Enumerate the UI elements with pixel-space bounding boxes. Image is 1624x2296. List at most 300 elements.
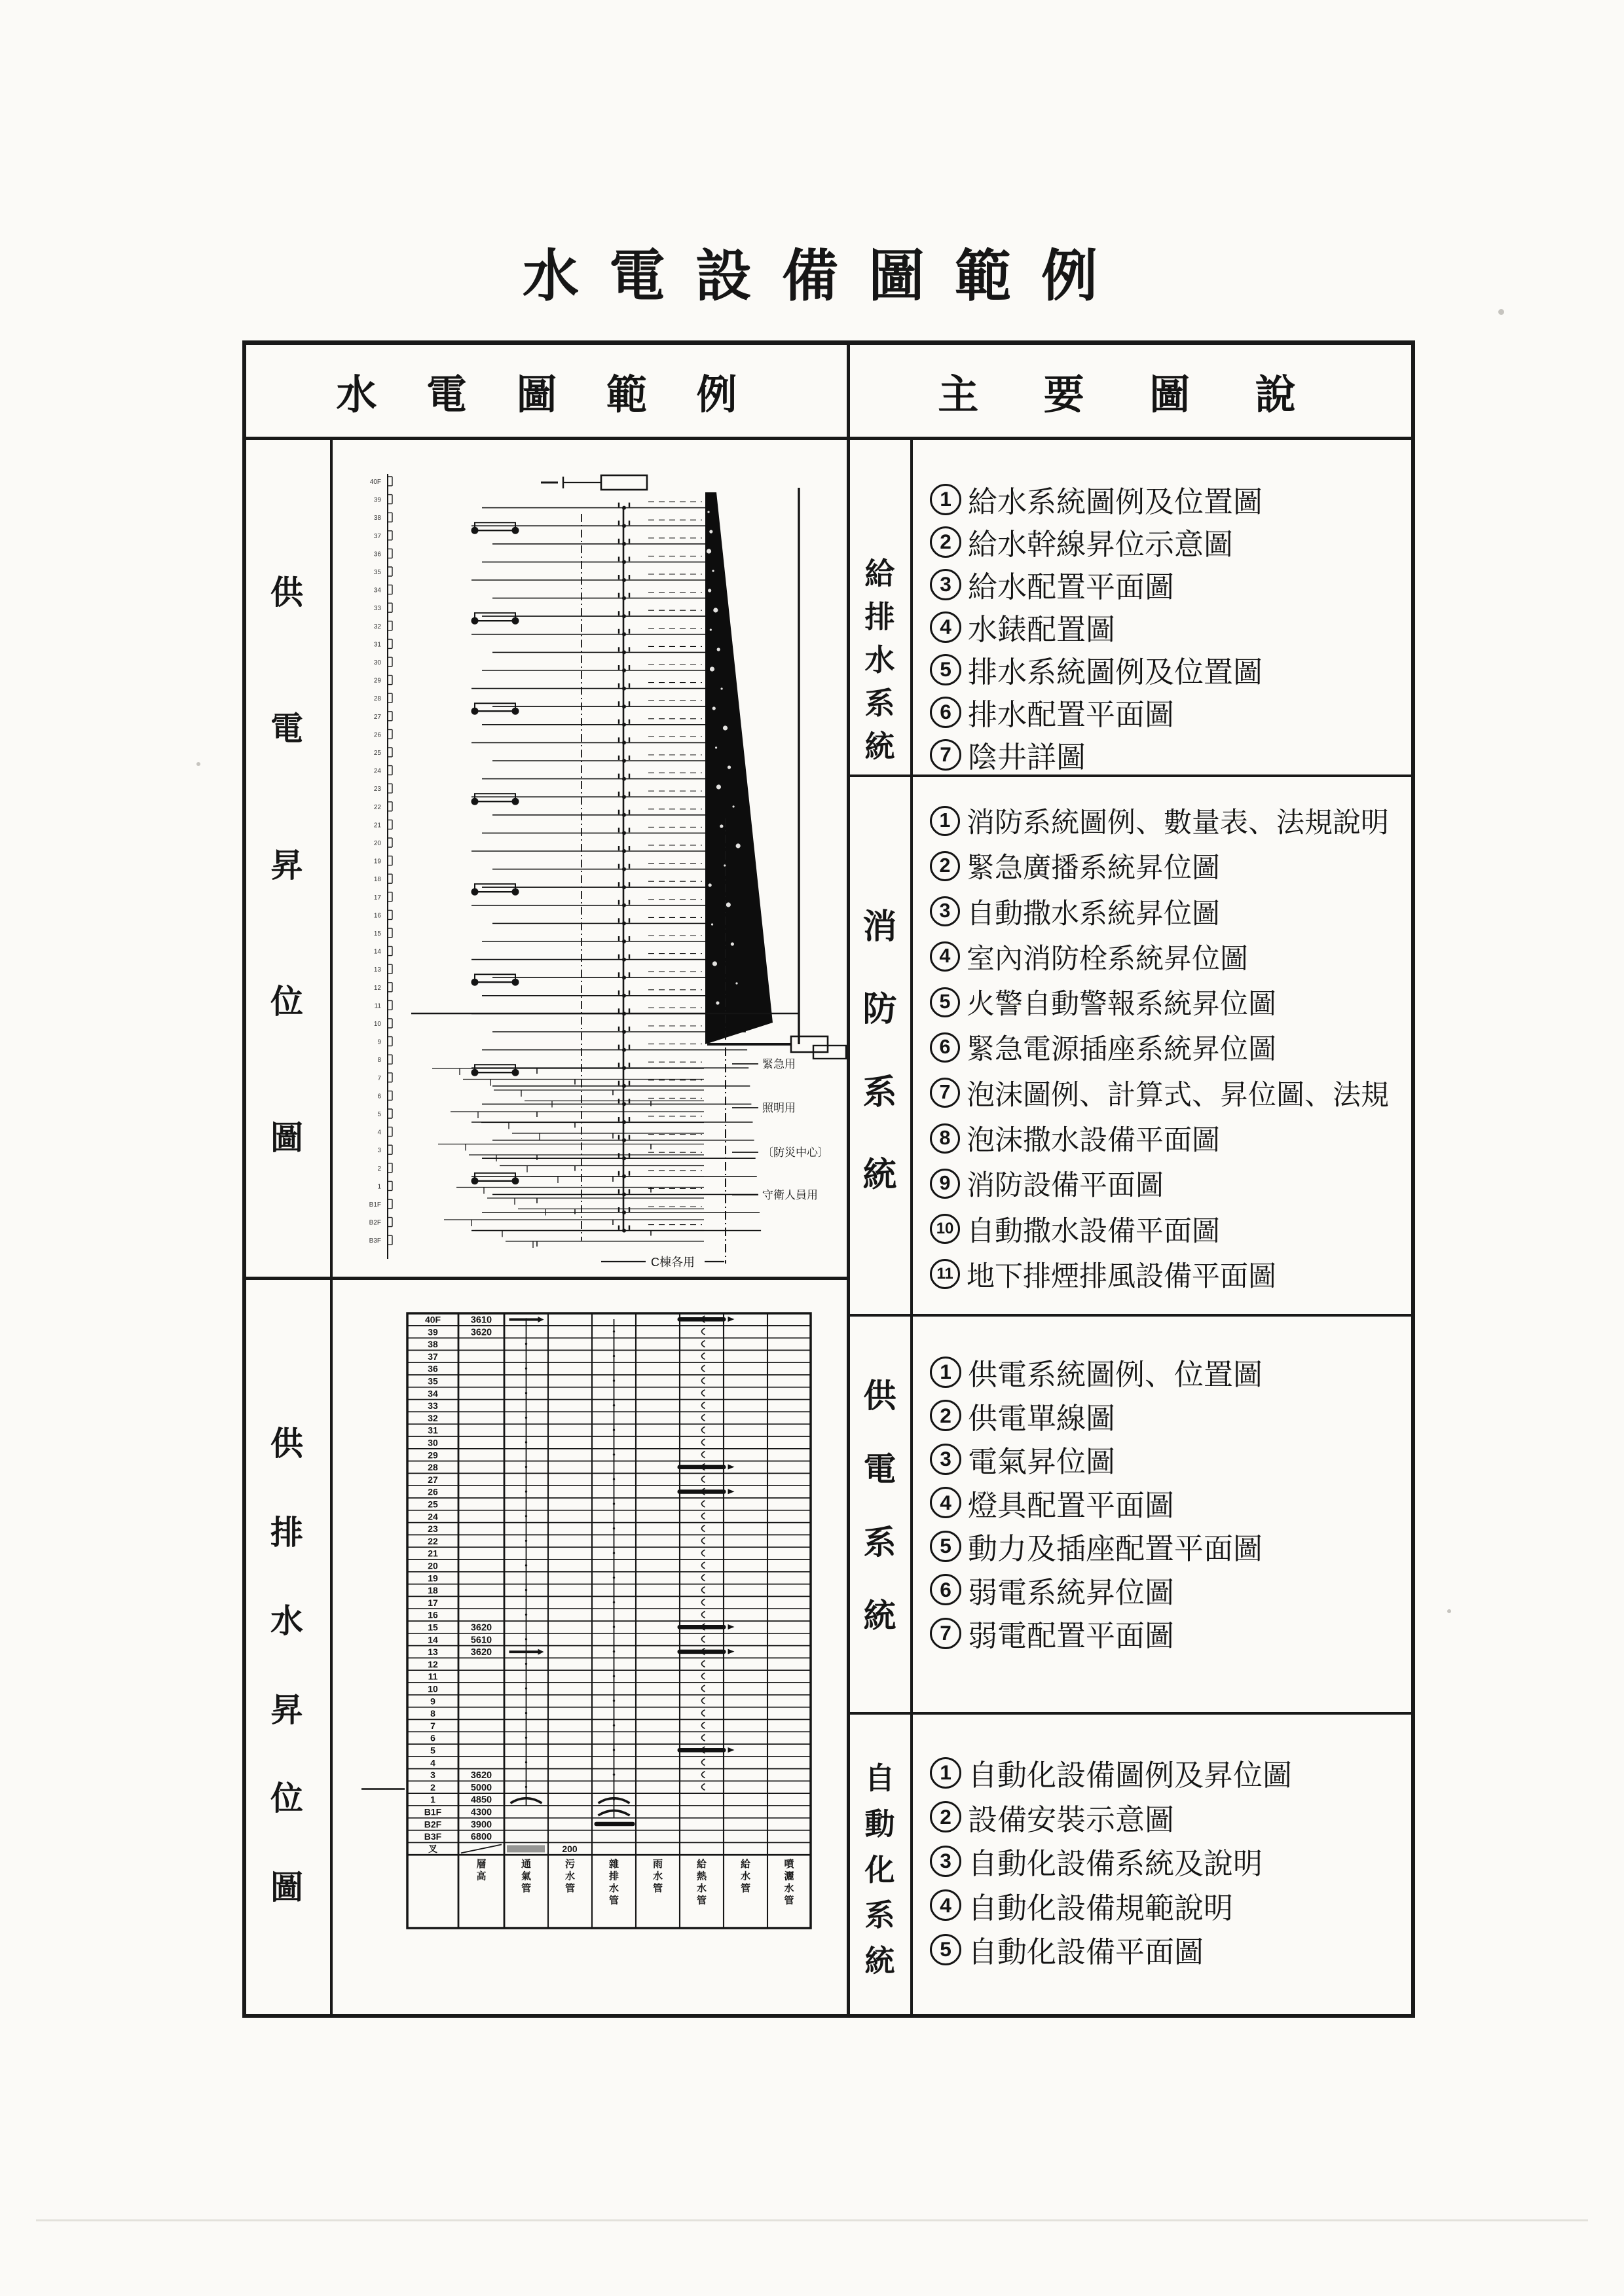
floor-label: 9 bbox=[430, 1696, 435, 1707]
column-header-char: 雨 bbox=[652, 1859, 663, 1870]
item-number: 3 bbox=[930, 1846, 961, 1877]
section-label-char: 供 bbox=[863, 1377, 896, 1414]
section-label-char: 動 bbox=[864, 1807, 895, 1841]
floor-tick-label: 28 bbox=[373, 695, 381, 703]
item-number: 6 bbox=[930, 1574, 961, 1605]
section-label-1 bbox=[849, 439, 910, 774]
floor-tick-label: B3F bbox=[369, 1237, 381, 1245]
item-number: 1 bbox=[930, 806, 960, 836]
floor-tick-label: 19 bbox=[373, 858, 381, 866]
floor-label: 12 bbox=[428, 1658, 438, 1669]
column-header-char: 層 bbox=[476, 1859, 487, 1870]
item-text: 水錶配置圖 bbox=[968, 613, 1116, 646]
row-label-char: 位 bbox=[270, 983, 303, 1020]
floor-tick bbox=[388, 657, 392, 666]
scan-speck bbox=[1498, 309, 1504, 315]
floor-height-value: 3620 bbox=[470, 1327, 492, 1338]
floor-tick-label: 2 bbox=[377, 1165, 381, 1173]
floor-tick-label: 27 bbox=[373, 713, 381, 721]
wavy-pipe-symbol bbox=[702, 1685, 705, 1692]
wavy-pipe-symbol bbox=[702, 1365, 705, 1372]
legend-item bbox=[930, 1163, 1411, 1203]
scan-artifact-line bbox=[36, 2219, 1588, 2221]
column-header-char: 通 bbox=[521, 1859, 532, 1870]
floor-tick bbox=[388, 1163, 392, 1173]
floor-label: 33 bbox=[428, 1400, 438, 1412]
wavy-pipe-symbol bbox=[702, 1660, 705, 1667]
floor-tick-label: 14 bbox=[373, 948, 381, 956]
floor-tick-label: B1F bbox=[369, 1201, 381, 1209]
item-number: 2 bbox=[930, 526, 961, 558]
row-label-char: 水 bbox=[270, 1603, 303, 1640]
wavy-pipe-symbol bbox=[702, 1575, 705, 1581]
item-number: 7 bbox=[930, 1078, 960, 1108]
section-label-char: 系 bbox=[863, 1524, 896, 1561]
section-label-char: 統 bbox=[864, 1944, 895, 1978]
extra-row-value: 200 bbox=[562, 1843, 578, 1854]
floor-label: 22 bbox=[428, 1535, 438, 1546]
floor-tick bbox=[388, 693, 392, 702]
item-number: 5 bbox=[930, 987, 960, 1017]
floor-height-value: 4300 bbox=[470, 1807, 492, 1818]
floor-label: 31 bbox=[428, 1425, 438, 1436]
floor-tick bbox=[388, 784, 392, 793]
row-label-char: 電 bbox=[270, 710, 303, 748]
floor-label: 4 bbox=[430, 1757, 435, 1768]
floor-tick-label: 15 bbox=[373, 930, 381, 938]
floor-label: B3F bbox=[424, 1831, 442, 1842]
floor-tick-label: 7 bbox=[377, 1074, 381, 1082]
bold-connection-mark bbox=[678, 1317, 726, 1322]
wavy-pipe-symbol bbox=[702, 1587, 705, 1594]
item-text: 電氣昇位圖 bbox=[968, 1446, 1116, 1478]
table-top-border bbox=[242, 340, 1414, 345]
section-label-char: 統 bbox=[864, 730, 895, 763]
floor-label: 18 bbox=[428, 1585, 438, 1596]
legend-item bbox=[930, 1840, 1411, 1882]
floor-tick bbox=[388, 585, 392, 594]
wavy-pipe-symbol bbox=[702, 1722, 705, 1728]
floor-tick bbox=[388, 639, 392, 648]
item-number: 3 bbox=[930, 1444, 961, 1475]
floor-tick-label: 8 bbox=[377, 1057, 381, 1065]
floor-tick-label: 21 bbox=[373, 822, 381, 829]
floor-height-value: 3610 bbox=[470, 1315, 492, 1326]
wavy-pipe-symbol bbox=[702, 1439, 705, 1446]
item-text: 泡沫撒水設備平面圖 bbox=[967, 1125, 1220, 1157]
section-label-char: 防 bbox=[862, 991, 897, 1029]
column-header-char: 管 bbox=[608, 1895, 619, 1906]
legend-item bbox=[930, 1612, 1411, 1654]
floor-height-value: 6800 bbox=[470, 1832, 492, 1843]
floor-tick bbox=[388, 676, 392, 685]
floor-tick bbox=[388, 567, 392, 576]
meter-cluster bbox=[475, 522, 515, 530]
item-text: 消防設備平面圖 bbox=[967, 1171, 1164, 1202]
item-text: 給水配置平面圖 bbox=[968, 571, 1175, 604]
floor-tick-label: 5 bbox=[377, 1111, 381, 1118]
floor-tick bbox=[388, 477, 392, 486]
wavy-pipe-symbol bbox=[702, 1759, 705, 1766]
legend-item bbox=[930, 1254, 1411, 1294]
scan-speck bbox=[1447, 1609, 1451, 1613]
item-number: 5 bbox=[930, 1934, 961, 1965]
legend-item bbox=[930, 1796, 1411, 1838]
item-number: 5 bbox=[930, 654, 961, 685]
floor-tick-label: 37 bbox=[373, 532, 381, 540]
floor-tick bbox=[388, 1000, 392, 1010]
wavy-pipe-symbol bbox=[702, 1636, 705, 1643]
item-number: 6 bbox=[930, 697, 961, 728]
row-label-plumbing-riser bbox=[244, 1277, 330, 2016]
column-header-char: 噴 bbox=[784, 1859, 794, 1870]
section-label-char: 自 bbox=[864, 1762, 895, 1795]
floor-tick bbox=[388, 983, 392, 992]
item-text: 自動撒水設備平面圖 bbox=[967, 1216, 1220, 1247]
meter-cluster bbox=[475, 613, 515, 621]
section-label-char: 電 bbox=[863, 1451, 896, 1487]
item-number: 11 bbox=[930, 1259, 960, 1289]
column-header-char: 熱 bbox=[696, 1870, 707, 1882]
floor-label: 10 bbox=[428, 1683, 438, 1694]
row-label-char: 昇 bbox=[270, 1691, 303, 1728]
floor-height-value: 3620 bbox=[470, 1770, 492, 1781]
wavy-pipe-symbol bbox=[702, 1783, 705, 1790]
floor-tick bbox=[388, 947, 392, 956]
floor-label: 6 bbox=[430, 1732, 435, 1743]
floor-tick bbox=[388, 856, 392, 866]
floor-tick bbox=[388, 1235, 392, 1245]
section-items-2 bbox=[913, 774, 1411, 1314]
floor-tick bbox=[388, 513, 392, 522]
floor-tick-label: B2F bbox=[369, 1219, 381, 1227]
wavy-pipe-symbol bbox=[702, 1513, 705, 1520]
right-column-header: 主 要 圖 說 bbox=[938, 373, 1323, 418]
floor-label: 2 bbox=[430, 1781, 435, 1793]
legend-item bbox=[930, 478, 1411, 520]
floor-tick-label: 34 bbox=[373, 587, 381, 594]
riser-annotation-label: 〔防災中心〕 bbox=[762, 1146, 829, 1159]
floor-label: 13 bbox=[428, 1647, 438, 1658]
section-label-char: 化 bbox=[864, 1853, 895, 1887]
column-header-char: 高 bbox=[476, 1870, 487, 1882]
scan-speck bbox=[196, 762, 200, 766]
column-header-char: 水 bbox=[696, 1883, 707, 1894]
section-label-char: 消 bbox=[862, 909, 897, 946]
legend-item bbox=[930, 1073, 1411, 1113]
bold-connection-mark bbox=[595, 1822, 635, 1827]
floor-label: 17 bbox=[428, 1597, 438, 1608]
floor-tick bbox=[388, 820, 392, 829]
floor-tick bbox=[388, 1127, 392, 1137]
item-number: 3 bbox=[930, 896, 960, 926]
floor-tick bbox=[388, 1055, 392, 1064]
column-header-char: 管 bbox=[696, 1895, 707, 1906]
floor-tick-label: 38 bbox=[373, 515, 381, 522]
section-label-char: 統 bbox=[862, 1156, 897, 1194]
legend-item bbox=[930, 1525, 1411, 1567]
floor-tick-label: 25 bbox=[373, 750, 381, 757]
item-text: 泡沫圖例、計算式、昇位圖、法規 bbox=[967, 1080, 1389, 1111]
column-header-char: 水 bbox=[784, 1883, 794, 1894]
floor-tick-label: 36 bbox=[373, 551, 381, 558]
riser-annotation-label: 守衛人員用 bbox=[762, 1189, 818, 1201]
floor-tick bbox=[388, 1109, 392, 1118]
legend-item bbox=[930, 1928, 1411, 1971]
wavy-pipe-symbol bbox=[702, 1501, 705, 1507]
floor-tick bbox=[388, 1181, 392, 1190]
stray-tick-mark bbox=[361, 1788, 405, 1790]
item-number: 4 bbox=[930, 1487, 961, 1518]
section-items-3 bbox=[913, 1314, 1411, 1712]
floor-tick-label: 24 bbox=[373, 767, 381, 775]
item-text: 給水幹線昇位示意圖 bbox=[968, 528, 1234, 561]
legend-item bbox=[930, 520, 1411, 563]
legend-item bbox=[930, 892, 1411, 932]
legend-item bbox=[930, 1209, 1411, 1249]
floor-label: 11 bbox=[428, 1671, 438, 1682]
floor-label: B2F bbox=[424, 1819, 442, 1830]
legend-item bbox=[930, 1027, 1411, 1067]
floor-tick bbox=[388, 549, 392, 558]
row-label-power-riser bbox=[244, 439, 330, 1277]
legend-item bbox=[930, 691, 1411, 733]
floor-tick bbox=[388, 603, 392, 612]
legend-item bbox=[930, 563, 1411, 606]
floor-tick-label: 12 bbox=[373, 984, 381, 992]
floor-tick bbox=[388, 1073, 392, 1082]
floor-height-value: 5610 bbox=[470, 1635, 492, 1646]
item-number: 10 bbox=[930, 1214, 960, 1244]
wavy-pipe-symbol bbox=[702, 1390, 705, 1396]
wavy-pipe-symbol bbox=[702, 1611, 705, 1618]
riser-annotation-label: 緊急用 bbox=[762, 1058, 796, 1070]
column-header-char: 水 bbox=[652, 1870, 663, 1882]
section-items-1 bbox=[913, 439, 1411, 774]
row-label-char: 昇 bbox=[270, 847, 303, 884]
item-text: 自動撒水系統昇位圖 bbox=[967, 898, 1220, 930]
floor-label: 24 bbox=[428, 1511, 438, 1522]
item-number: 4 bbox=[930, 1889, 961, 1921]
legend-item bbox=[930, 1438, 1411, 1480]
floor-tick-label: 1 bbox=[377, 1183, 381, 1191]
table-right-border bbox=[1411, 340, 1415, 2018]
floor-tick bbox=[388, 748, 392, 757]
item-text: 緊急電源插座系統昇位圖 bbox=[967, 1034, 1276, 1066]
bold-connection-mark bbox=[678, 1489, 726, 1494]
floor-tick-label: 16 bbox=[373, 912, 381, 920]
item-number: 1 bbox=[930, 1357, 961, 1388]
floor-tick-label: 30 bbox=[373, 659, 381, 666]
floor-tick-label: 20 bbox=[373, 840, 381, 847]
legend-item bbox=[930, 1569, 1411, 1611]
item-text: 自動化設備平面圖 bbox=[968, 1936, 1204, 1969]
item-text: 供電單線圖 bbox=[968, 1402, 1116, 1435]
floor-tick-label: 17 bbox=[373, 894, 381, 902]
wavy-pipe-symbol bbox=[702, 1550, 705, 1556]
riser-bottom-label: C棟各用 bbox=[651, 1256, 695, 1269]
item-number: 7 bbox=[930, 739, 961, 771]
column-header-char: 污 bbox=[564, 1859, 576, 1870]
floor-tick-label: 22 bbox=[373, 803, 381, 811]
floor-label: 8 bbox=[430, 1708, 435, 1719]
plumbing-riser-floor-table bbox=[406, 1309, 812, 1931]
column-header-char: 管 bbox=[564, 1883, 576, 1894]
wavy-pipe-symbol bbox=[702, 1599, 705, 1605]
bold-connection-mark bbox=[678, 1625, 726, 1630]
floor-label: 27 bbox=[428, 1474, 438, 1485]
floor-tick-label: 10 bbox=[373, 1021, 381, 1028]
floor-tick-label: 13 bbox=[373, 966, 381, 974]
floor-label: 36 bbox=[428, 1363, 438, 1374]
wavy-pipe-symbol bbox=[702, 1328, 705, 1335]
item-number: 9 bbox=[930, 1169, 960, 1199]
column-header-char: 管 bbox=[784, 1895, 794, 1906]
section-label-char: 水 bbox=[864, 644, 895, 677]
floor-tick bbox=[388, 495, 392, 504]
floor-tick-label: 23 bbox=[373, 786, 381, 793]
wavy-pipe-symbol bbox=[702, 1673, 705, 1679]
column-header-char: 排 bbox=[608, 1870, 619, 1882]
floor-tick-label: 40F bbox=[369, 479, 381, 486]
floor-label: 28 bbox=[428, 1462, 438, 1473]
floor-tick bbox=[388, 621, 392, 630]
floor-label: B1F bbox=[424, 1806, 442, 1817]
legend-item bbox=[930, 733, 1411, 776]
column-header-char: 水 bbox=[740, 1870, 751, 1882]
meter-cluster bbox=[475, 1173, 515, 1181]
legend-item bbox=[930, 1482, 1411, 1524]
floor-label: 20 bbox=[428, 1560, 438, 1571]
wavy-pipe-symbol bbox=[702, 1341, 705, 1347]
floor-label: 38 bbox=[428, 1339, 438, 1350]
floor-tick-label: 3 bbox=[377, 1147, 381, 1155]
bold-connection-mark bbox=[678, 1650, 726, 1654]
floor-tick bbox=[388, 838, 392, 847]
wavy-pipe-symbol bbox=[702, 1451, 705, 1458]
item-text: 火警自動警報系統昇位圖 bbox=[967, 989, 1276, 1021]
meter-cluster bbox=[475, 793, 515, 801]
item-number: 7 bbox=[930, 1618, 961, 1649]
item-text: 燈具配置平面圖 bbox=[968, 1489, 1175, 1522]
floor-label: 37 bbox=[428, 1351, 438, 1362]
column-header-char: 管 bbox=[652, 1883, 663, 1894]
floor-label: 19 bbox=[428, 1573, 438, 1584]
legend-item bbox=[930, 1884, 1411, 1927]
item-number: 3 bbox=[930, 569, 961, 600]
meter-cluster bbox=[475, 974, 515, 982]
floor-tick bbox=[388, 1019, 392, 1028]
wavy-pipe-symbol bbox=[702, 1525, 705, 1532]
floor-tick-label: 31 bbox=[373, 641, 381, 649]
floor-tick bbox=[388, 928, 392, 938]
item-number: 2 bbox=[930, 1400, 961, 1431]
floor-height-value: 3900 bbox=[470, 1819, 492, 1831]
legend-item bbox=[930, 1118, 1411, 1158]
floor-tick bbox=[388, 531, 392, 540]
floor-tick bbox=[388, 729, 392, 738]
floor-tick-label: 11 bbox=[374, 1002, 381, 1010]
floor-tick-label: 26 bbox=[373, 731, 381, 739]
floor-label: 25 bbox=[428, 1499, 438, 1510]
wavy-pipe-symbol bbox=[702, 1698, 705, 1704]
column-header-char: 給 bbox=[740, 1859, 751, 1870]
floor-label: 32 bbox=[428, 1412, 438, 1423]
page-title: 水電設備圖範例 bbox=[523, 245, 1128, 308]
floor-label: 3 bbox=[430, 1770, 435, 1781]
legend-item bbox=[930, 1394, 1411, 1437]
floor-tick bbox=[388, 1145, 392, 1154]
wavy-pipe-symbol bbox=[702, 1710, 705, 1717]
main-breaker-box bbox=[601, 475, 647, 490]
floor-tick-label: 4 bbox=[377, 1129, 381, 1137]
bold-connection-mark bbox=[678, 1465, 726, 1470]
section-label-2 bbox=[849, 774, 910, 1314]
left-column-header: 水 電 圖 範 例 bbox=[336, 373, 757, 418]
item-number: 1 bbox=[930, 1757, 961, 1789]
item-text: 弱電系統昇位圖 bbox=[968, 1576, 1175, 1609]
floor-tick bbox=[388, 1037, 392, 1046]
diagonal-cell-line bbox=[461, 1844, 502, 1853]
legend-item bbox=[930, 648, 1411, 691]
meter-cluster bbox=[475, 884, 515, 892]
illegible-smudge bbox=[507, 1845, 545, 1852]
floor-tick bbox=[388, 964, 392, 974]
wavy-pipe-symbol bbox=[702, 1353, 705, 1359]
floor-height-value: 3620 bbox=[470, 1647, 492, 1658]
floor-tick-label: 29 bbox=[373, 677, 381, 685]
legend-item bbox=[930, 846, 1411, 886]
item-number: 5 bbox=[930, 1531, 961, 1562]
floor-tick-label: 39 bbox=[373, 496, 381, 504]
legend-item bbox=[930, 1351, 1411, 1393]
section-label-char: 統 bbox=[863, 1597, 896, 1634]
floor-label: 26 bbox=[428, 1486, 438, 1497]
floor-tick bbox=[388, 766, 392, 775]
item-number: 6 bbox=[930, 1032, 960, 1063]
item-text: 排水系統圖例及位置圖 bbox=[968, 656, 1263, 689]
item-text: 緊急廣播系統昇位圖 bbox=[967, 853, 1220, 884]
column-header-char: 管 bbox=[740, 1883, 751, 1894]
floor-tick bbox=[388, 874, 392, 883]
left-label-column-divider bbox=[330, 439, 333, 2016]
item-text: 陰井詳圖 bbox=[968, 741, 1086, 774]
column-header-char: 雜 bbox=[608, 1859, 619, 1870]
left-row-divider bbox=[242, 1277, 848, 1280]
item-text: 自動化設備系統及說明 bbox=[968, 1848, 1263, 1880]
legend-item bbox=[930, 1751, 1411, 1794]
section-label-4 bbox=[849, 1712, 910, 2016]
column-header-char: 水 bbox=[608, 1883, 619, 1894]
floor-height-value: 4850 bbox=[470, 1795, 492, 1806]
row-label-char: 供 bbox=[270, 574, 303, 611]
item-text: 室內消防栓系統昇位圖 bbox=[967, 943, 1248, 975]
wavy-pipe-symbol bbox=[702, 1476, 705, 1482]
floor-label: 7 bbox=[430, 1720, 435, 1731]
floor-label: 40F bbox=[424, 1314, 441, 1325]
floor-tick-label: 35 bbox=[373, 569, 381, 576]
section-label-char: 排 bbox=[864, 600, 895, 634]
floor-tick bbox=[388, 712, 392, 721]
item-number: 2 bbox=[930, 1801, 961, 1832]
column-header-char: 灑 bbox=[784, 1870, 794, 1882]
row-label-char: 圖 bbox=[270, 1120, 303, 1156]
section-label-char: 系 bbox=[864, 687, 895, 720]
floor-tick bbox=[388, 892, 392, 902]
column-header-char: 給 bbox=[696, 1859, 707, 1870]
floor-height-value: 3620 bbox=[470, 1622, 492, 1633]
item-number: 4 bbox=[930, 941, 960, 972]
